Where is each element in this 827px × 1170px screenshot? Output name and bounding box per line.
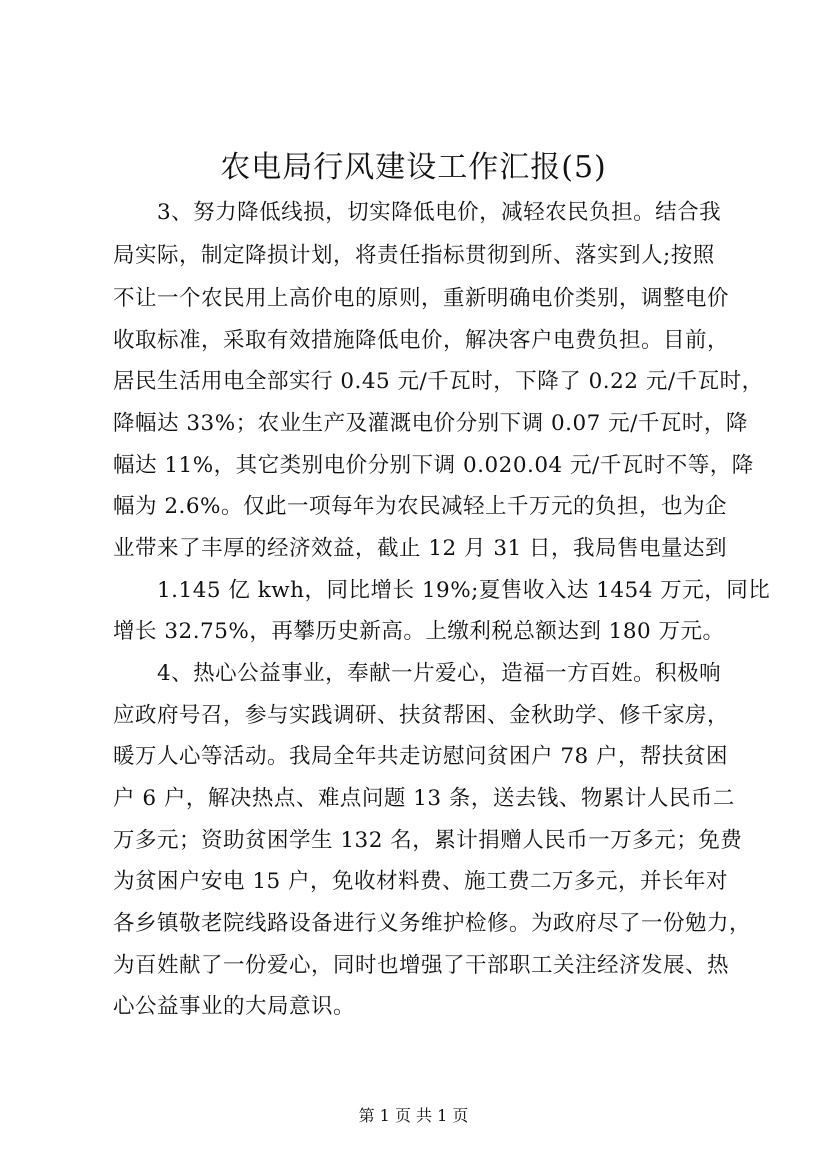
document-title: 农电局行风建设工作汇报(5) <box>220 150 607 185</box>
paragraph-line: 为百姓献了一份爱心，同时也增强了干部职工关注经济发展、热 <box>113 953 730 978</box>
paragraph-line: 业带来了丰厚的经济效益，截止 12 月 31 日，我局售电量达到 <box>113 536 728 561</box>
paragraph-line: 局实际，制定降损计划，将责任指标贯彻到所、落实到人;按照 <box>113 243 715 268</box>
paragraph-line: 各乡镇敬老院线路设备进行义务维护检修。为政府尽了一份勉力， <box>113 911 752 936</box>
paragraph-line: 收取标准，采取有效措施降低电价，解决客户电费负担。目前， <box>113 328 730 353</box>
paragraph-line: 降幅达 33%；农业生产及灌溉电价分别下调 0.07 元/千瓦时，降 <box>113 411 748 436</box>
paragraph-line: 户 6 户，解决热点、难点问题 13 条，送去钱、物累计人民币二 <box>113 786 735 811</box>
paragraph-line: 幅为 2.6%。仅此一项每年为农民减轻上千万元的负担，也为企 <box>113 494 727 519</box>
paragraph-line: 暖万人心等活动。我局全年共走访慰问贫困户 78 户，帮扶贫困 <box>113 744 729 769</box>
paragraph-line: 幅达 11%，其它类别电价分别下调 0.020.04 元/千瓦时不等，降 <box>113 453 754 478</box>
paragraph-line: 增长 32.75%，再攀历史新高。上缴利税总额达到 180 万元。 <box>113 619 725 644</box>
paragraph-line: 4、热心公益事业，奉献一片爱心，造福一方百姓。积极响 <box>157 661 722 686</box>
paragraph-line: 应政府号召，参与实践调研、扶贫帮困、金秋助学、修千家房， <box>113 703 730 728</box>
page-footer: 第 1 页 共 1 页 <box>358 1106 469 1125</box>
paragraph-line: 万多元；资助贫困学生 132 名，累计捐赠人民币一万多元；免费 <box>113 828 743 853</box>
paragraph-line: 不让一个农民用上高价电的原则，重新明确电价类别，调整电价 <box>113 286 730 311</box>
paragraph-line: 心公益事业的大局意识。 <box>113 994 356 1019</box>
paragraph-line: 为贫困户安电 15 户，免收材料费、施工费二万多元，并长年对 <box>113 869 729 894</box>
paragraph-line: 3、努力降低线损，切实降低电价，减轻农民负担。结合我 <box>157 200 722 225</box>
paragraph-line: 1.145 亿 kwh，同比增长 19%;夏售收入达 1454 万元，同比 <box>157 578 771 603</box>
paragraph-line: 居民生活用电全部实行 0.45 元/千瓦时，下降了 0.22 元/千瓦时， <box>113 369 764 394</box>
